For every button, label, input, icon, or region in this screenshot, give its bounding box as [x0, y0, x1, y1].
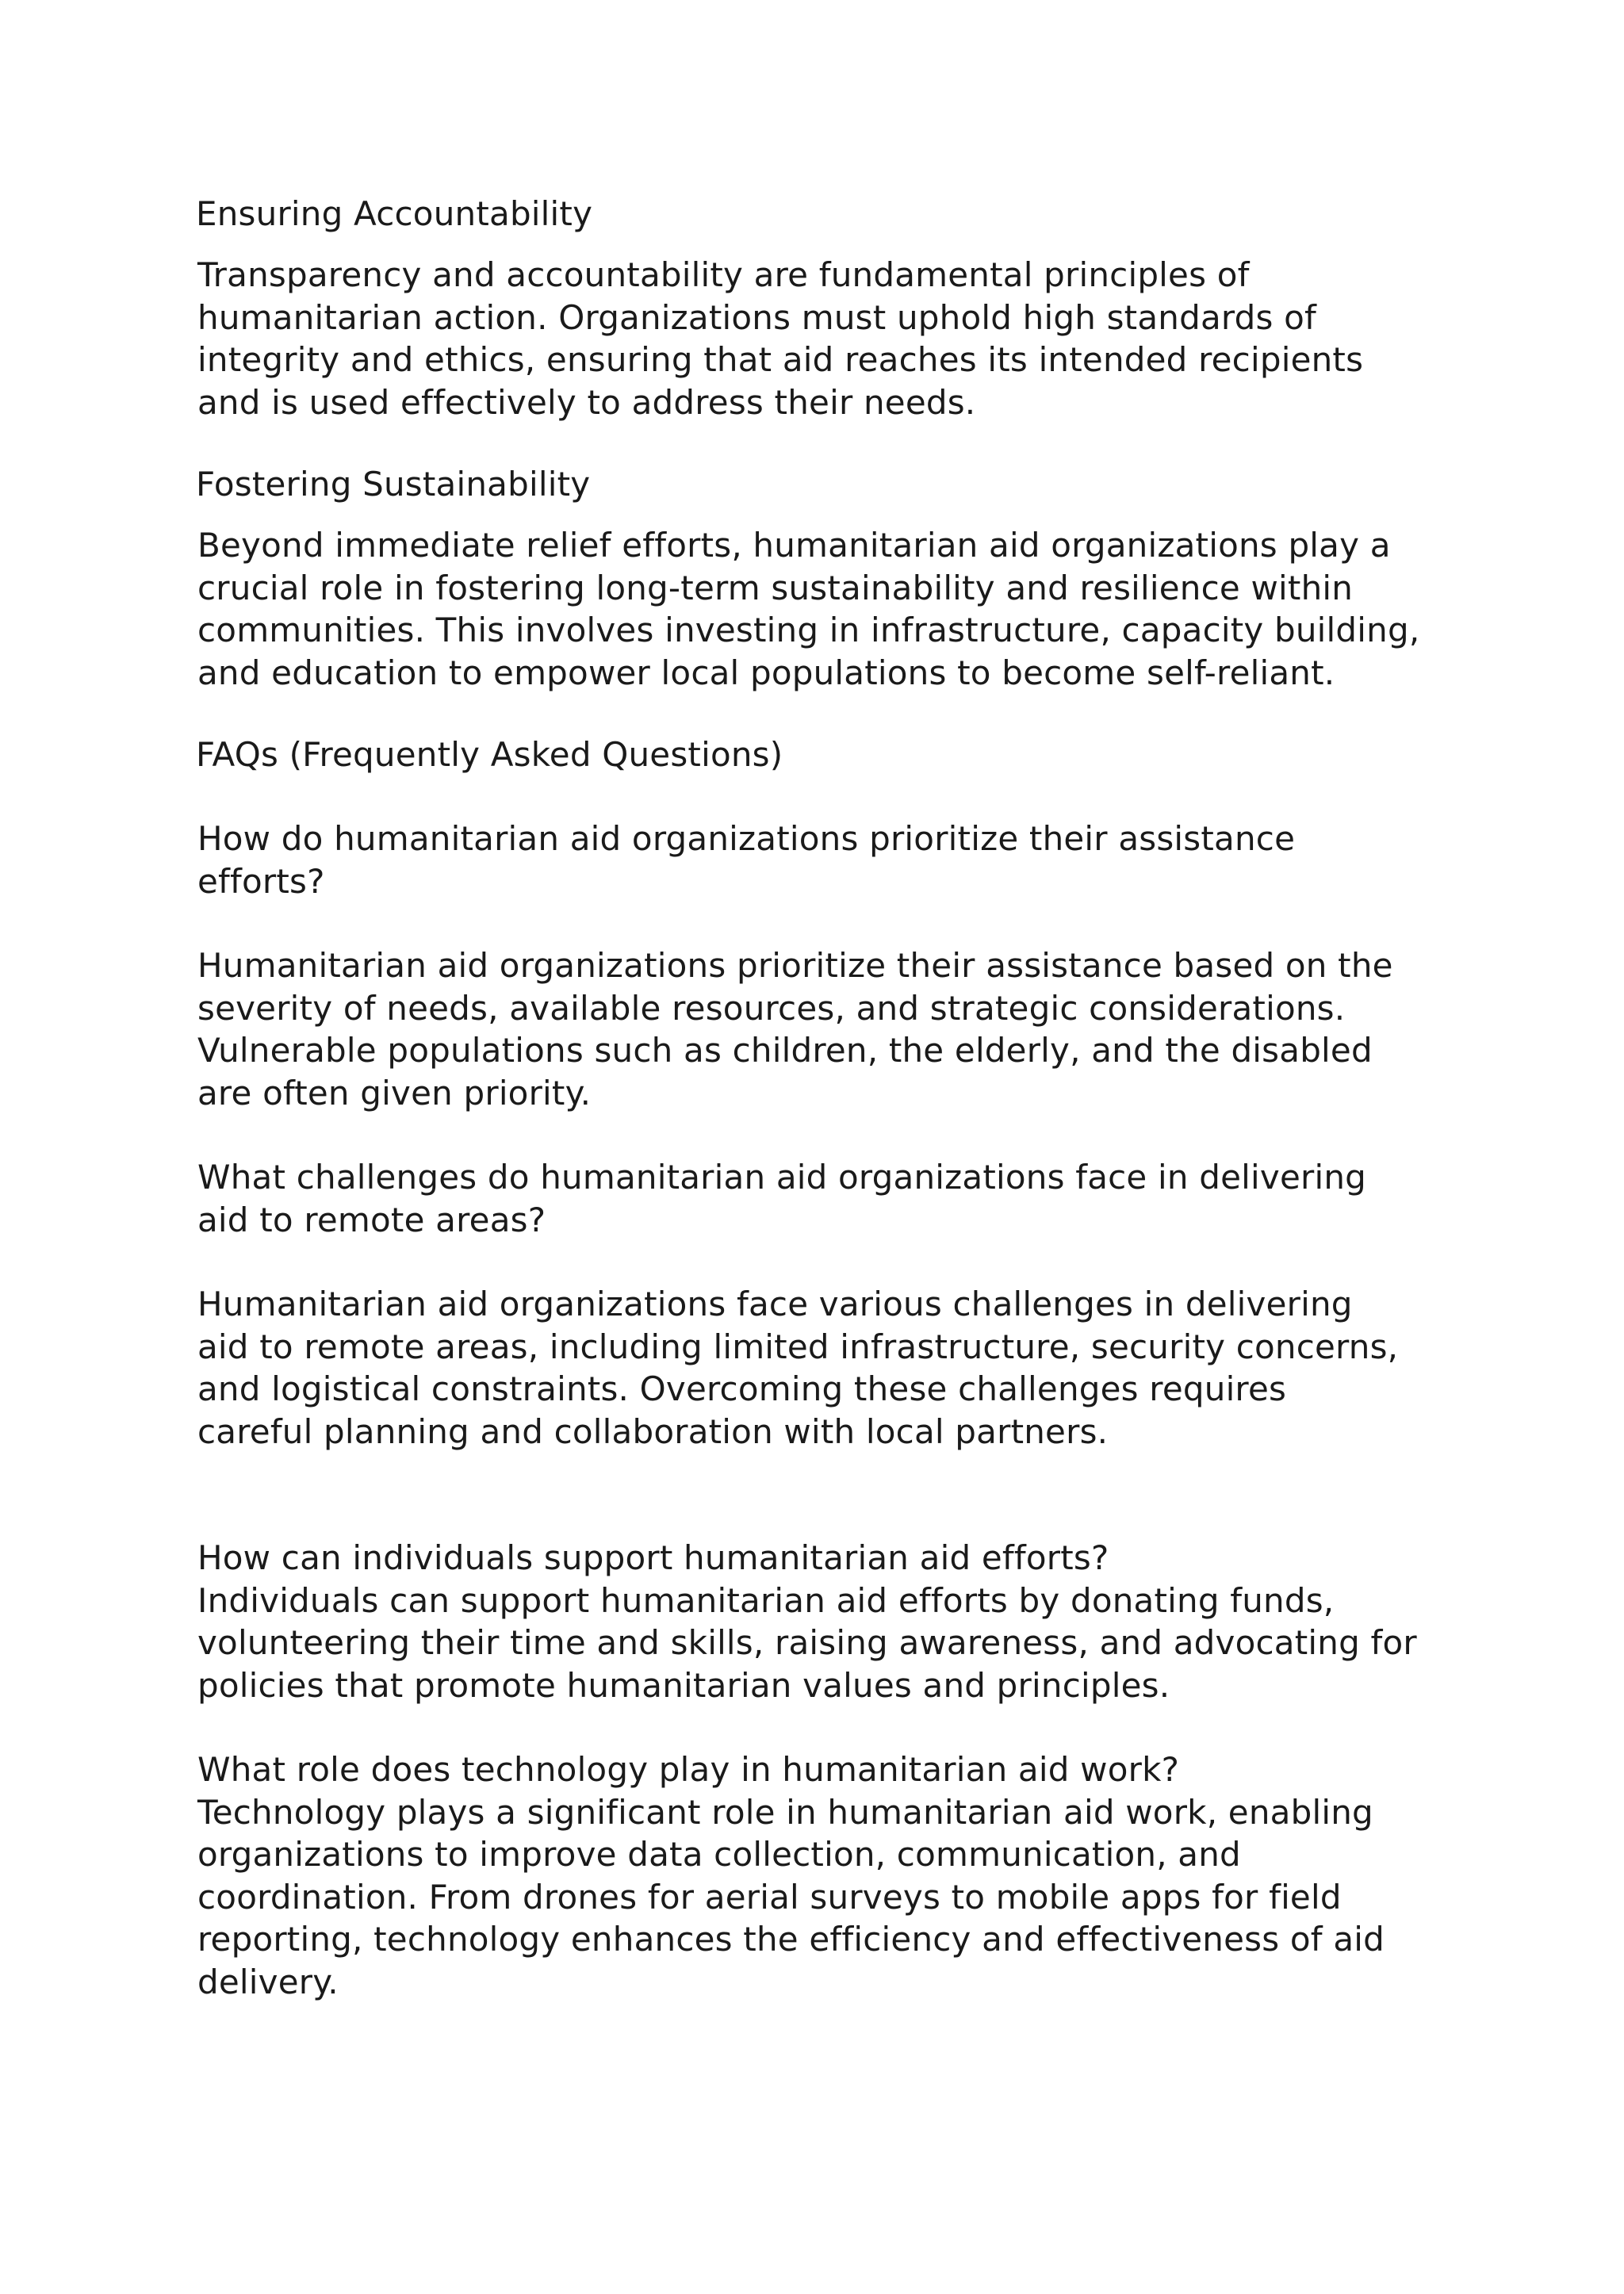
faq-answer-line: careful planning and collaboration with local partners.	[197, 1412, 1109, 1451]
faq-answer-line: reporting, technology enhances the efficiency and effectiveness of aid	[197, 1920, 1385, 1959]
faq-question-line: What role does technology play in humanitarian aid work?	[197, 1750, 1180, 1789]
faq-answer-line: aid to remote areas, including limited infrastructure, security concerns,	[197, 1327, 1399, 1366]
faq-answer-line: Technology plays a significant role in humanitarian aid work, enabling	[197, 1793, 1373, 1832]
faq-question-line: What challenges do humanitarian aid organizations face in delivering	[197, 1158, 1367, 1197]
faq-answer-line: Individuals can support humanitarian aid efforts by donating funds,	[197, 1581, 1335, 1620]
section-heading-faqs: FAQs (Frequently Asked Questions)	[196, 735, 783, 774]
paragraph-line: humanitarian action. Organizations must uphold high standards of	[197, 298, 1316, 337]
paragraph-line: crucial role in fostering long-term sustainability and resilience within	[197, 569, 1354, 607]
paragraph-line: integrity and ethics, ensuring that aid reaches its intended recipients	[197, 340, 1364, 379]
faq-question-line: aid to remote areas?	[197, 1201, 546, 1239]
faq-answer-line: delivery.	[197, 1963, 339, 2001]
faq-answer-line: coordination. From drones for aerial surveys to mobile apps for field	[197, 1878, 1342, 1917]
faq-question-line: How do humanitarian aid organizations prioritize their assistance	[197, 819, 1296, 858]
paragraph-line: communities. This involves investing in infrastructure, capacity building,	[197, 611, 1420, 649]
section-heading-accountability: Ensuring Accountability	[196, 194, 593, 233]
faq-answer-line: and logistical constraints. Overcoming these challenges requires	[197, 1369, 1287, 1408]
paragraph-line: and education to empower local populations to become self-reliant.	[197, 653, 1335, 692]
faq-answer-line: Vulnerable populations such as children, the elderly, and the disabled	[197, 1031, 1373, 1070]
section-heading-sustainability: Fostering Sustainability	[196, 465, 591, 504]
paragraph-line: Transparency and accountability are fundamental principles of	[197, 255, 1250, 294]
faq-answer-line: organizations to improve data collection, communication, and	[197, 1835, 1241, 1874]
faq-answer-line: policies that promote humanitarian values and principles.	[197, 1666, 1170, 1705]
faq-answer-line: are often given priority.	[197, 1074, 592, 1113]
faq-answer-line: Humanitarian aid organizations prioritize their assistance based on the	[197, 946, 1393, 985]
faq-answer-line: Humanitarian aid organizations face various challenges in delivering	[197, 1285, 1353, 1323]
faq-answer-line: volunteering their time and skills, raising awareness, and advocating for	[197, 1623, 1417, 1662]
paragraph-line: Beyond immediate relief efforts, humanitarian aid organizations play a	[197, 526, 1391, 565]
paragraph-line: and is used effectively to address their needs.	[197, 383, 976, 422]
faq-question-line: efforts?	[197, 862, 325, 901]
faq-answer-line: severity of needs, available resources, and strategic considerations.	[197, 989, 1346, 1028]
faq-question-line: How can individuals support humanitarian aid efforts?	[197, 1538, 1109, 1577]
